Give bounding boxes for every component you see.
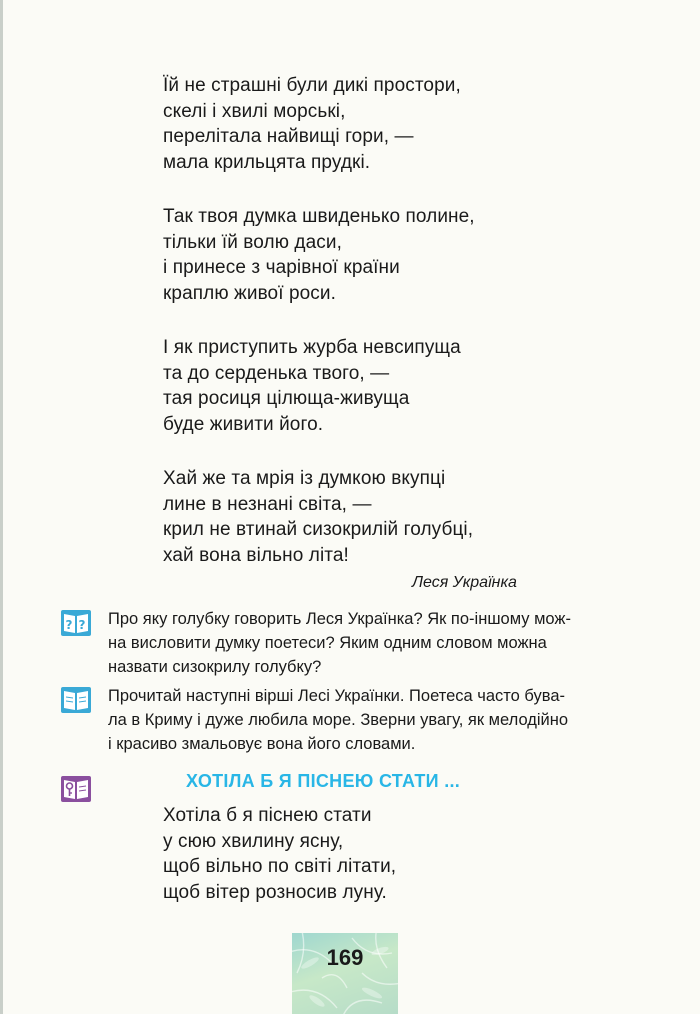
- page-left-edge: [0, 0, 3, 1014]
- task-line: і красиво змальовує вона його словами.: [108, 735, 416, 753]
- open-book-icon: [60, 686, 92, 714]
- poem-line: Хотіла б я піснею стати: [163, 805, 372, 826]
- poem-line: лине в незнані світа, —: [163, 493, 372, 515]
- task-line: на висловити думку поетеси? Яким одним словом можна: [108, 634, 547, 652]
- poem-stanza-1: [163, 73, 563, 175]
- poem-2-text: [163, 803, 563, 905]
- task-line: назвати сизокрилу голубку?: [108, 658, 322, 676]
- poem-line: щоб вільно по світі літати,: [163, 856, 397, 877]
- poem-line: скелі і хвилі морські,: [163, 100, 346, 122]
- svg-text:?: ?: [78, 618, 86, 632]
- poem-line: І як приступить журба невсипуща: [163, 337, 461, 358]
- poem-line: та до серденька твого, —: [163, 362, 390, 384]
- task-question: [108, 607, 648, 679]
- poem-title: ХОТІЛА Б Я ПІСНЕЮ СТАТИ ...: [186, 771, 461, 791]
- svg-text:?: ?: [65, 618, 73, 632]
- page-number-badge: [292, 933, 398, 1014]
- poem-line: тая росиця цілюща-живуща: [163, 388, 410, 409]
- key-book-icon: [60, 775, 92, 803]
- poem-stanza-3: [163, 335, 563, 437]
- poem-line: перелітала найвищі гори, —: [163, 126, 414, 147]
- poem-line: крил не втинай сизокрилій голубці,: [163, 519, 474, 540]
- poem-line: буде живити його.: [163, 413, 324, 435]
- poem-stanza-4: [163, 466, 563, 568]
- task-reading: [108, 684, 648, 756]
- poem-stanza-2: [163, 204, 563, 306]
- poem-text: [163, 73, 563, 568]
- task-line: Прочитай наступні вірші Лесі Українки. Поетеса часто бува-: [108, 687, 566, 705]
- poem-author: Леся Українка: [412, 574, 517, 591]
- poem-line: і принесе з чарівної країни: [163, 257, 400, 278]
- poem-line: краплю живої роси.: [163, 282, 337, 304]
- poem-line: Так твоя думка швиденько полине,: [163, 206, 475, 227]
- poem-line: Їй не страшні були дикі простори,: [163, 75, 461, 96]
- poem-line: щоб вітер розносив луну.: [163, 881, 387, 903]
- poem-line: тільки їй волю даси,: [163, 231, 342, 253]
- poem-line: мала крильцята прудкі.: [163, 151, 371, 173]
- poem-line: хай вона вільно літа!: [163, 544, 349, 566]
- task-line: Про яку голубку говорить Леся Українка? Як по-іншому мож-: [108, 610, 571, 628]
- question-book-icon: [60, 609, 92, 637]
- poem-line: Хай же та мрія із думкою вкупці: [163, 468, 446, 489]
- poem-line: у сюю хвилину ясну,: [163, 830, 344, 852]
- task-line: ла в Криму і дуже любила море. Зверни увагу, як мелодійно: [108, 711, 569, 729]
- page-number: 169: [326, 945, 364, 970]
